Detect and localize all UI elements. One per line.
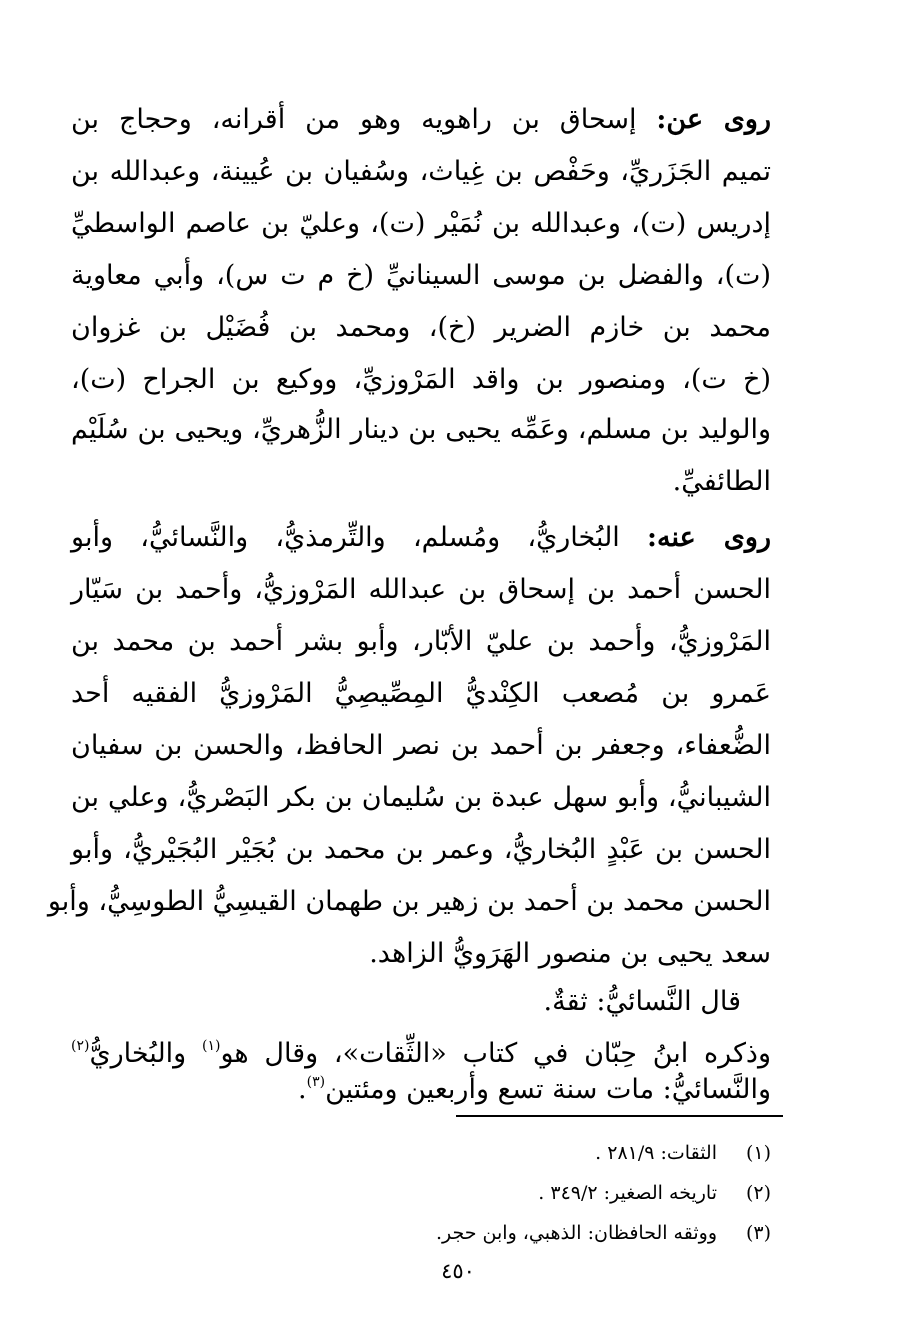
section2-line-8: الحسن محمد بن أحمد بن زهير بن طهمان القيسِيُّ الطوسِيُّ، وأبو bbox=[47, 886, 771, 917]
section1-line-8: الطائفيِّ. bbox=[672, 466, 771, 497]
section2-label: روى عنه: bbox=[647, 522, 772, 553]
section2-line-4: عَمرو بن مُصعب الكِنْديُّ المِصِّيصِيُّ المَرْوزيُّ الفقيه أحد bbox=[71, 678, 771, 709]
ibn-hibban-line-2 bbox=[71, 1064, 771, 1116]
ibn-hibban-line-2-text-b: . bbox=[298, 1074, 307, 1105]
section1-line-6: (خ ت)، ومنصور بن واقد المَرْوزيِّ، ووكيع بن الجراح (ت)، bbox=[71, 364, 771, 395]
footnote-2-number: (٢) bbox=[745, 1182, 771, 1204]
footnote-separator bbox=[456, 1115, 783, 1117]
section2-line-5: الضُّعفاء، وجعفر بن أحمد بن نصر الحافظ، والحسن بن سفيان bbox=[71, 730, 771, 761]
section1-label: روى عن: bbox=[656, 104, 771, 135]
section1-line-4: (ت)، والفضل بن موسى السينانيِّ (خ م ت س)، وأبي معاوية bbox=[71, 260, 771, 291]
footnote-3-number: (٣) bbox=[745, 1222, 771, 1244]
ibn-hibban-line-1-text-a: وذكره ابنُ حِبّان في كتاب «الثِّقات»، وقال هو bbox=[220, 1038, 771, 1069]
footnote-ref-3: (٣) bbox=[306, 1074, 326, 1090]
ibn-hibban-line-1-text-b: والبُخاريُّ bbox=[89, 1038, 187, 1069]
section2-line-9: سعد يحيى بن منصور الهَرَويُّ الزاهد. bbox=[369, 938, 771, 969]
section2-line-2: الحسن أحمد بن إسحاق بن عبدالله المَرْوزيُّ، وأحمد بن سَيّار bbox=[71, 574, 771, 605]
section2-line-6: الشيبانيُّ، وأبو سهل عبدة بن سُليمان بن بكر البَصْريُّ، وعلي بن bbox=[71, 782, 772, 813]
footnote-1-text: الثقات: ٢٨١/٩ . bbox=[595, 1142, 717, 1164]
footnote-ref-2: (٢) bbox=[71, 1038, 90, 1054]
footnote-3 bbox=[271, 1216, 771, 1250]
footnote-1 bbox=[271, 1136, 771, 1170]
section2-line-1-text: البُخاريُّ، ومُسلم، والتِّرمذيُّ، والنَّسائيُّ، وأبو bbox=[71, 522, 620, 553]
section2-line-7: الحسن بن عَبْدٍ البُخاريُّ، وعمر بن محمد بن بُجَيْر البُجَيْريُّ، وأبو bbox=[71, 834, 771, 865]
section1-line-1 bbox=[71, 94, 771, 146]
footnote-ref-1: (١) bbox=[201, 1038, 221, 1054]
section1-line-2: تميم الجَزَريِّ، وحَفْص بن غِياث، وسُفيان بن عُيينة، وعبدالله بن bbox=[71, 156, 771, 187]
footnote-2-text: تاريخه الصغير: ٣٤٩/٢ . bbox=[538, 1182, 717, 1204]
footnote-2 bbox=[271, 1176, 771, 1210]
page-number: ٤٥٠ bbox=[441, 1259, 475, 1283]
footnote-3-text: ووثقه الحافظان: الذهبي، وابن حجر. bbox=[435, 1222, 717, 1244]
section1-line-7: والوليد بن مسلم، وعَمِّه يحيى بن دينار الزُّهريِّ، ويحيى بن سُلَيْم bbox=[71, 414, 771, 445]
section2-line-3: المَرْوزيُّ، وأحمد بن عليّ الأبّار، وأبو بشر أحمد بن محمد بن bbox=[71, 626, 771, 657]
nasai-quote: قال النَّسائيُّ: ثقةٌ. bbox=[543, 986, 741, 1017]
section1-line-1-text: إسحاق بن راهويه وهو من أقرانه، وحجاج بن bbox=[71, 104, 637, 135]
footnote-1-number: (١) bbox=[745, 1142, 771, 1164]
ibn-hibban-line-2-text-a: والنَّسائيُّ: مات سنة تسع وأربعين ومئتين bbox=[325, 1074, 771, 1105]
section1-line-5: محمد بن خازم الضرير (خ)، ومحمد بن فُضَيْل بن غزوان bbox=[71, 312, 771, 343]
section1-line-3: إدريس (ت)، وعبدالله بن نُمَيْر (ت)، وعليّ بن عاصم الواسطيِّ bbox=[71, 208, 771, 239]
section2-line-1 bbox=[71, 512, 771, 564]
